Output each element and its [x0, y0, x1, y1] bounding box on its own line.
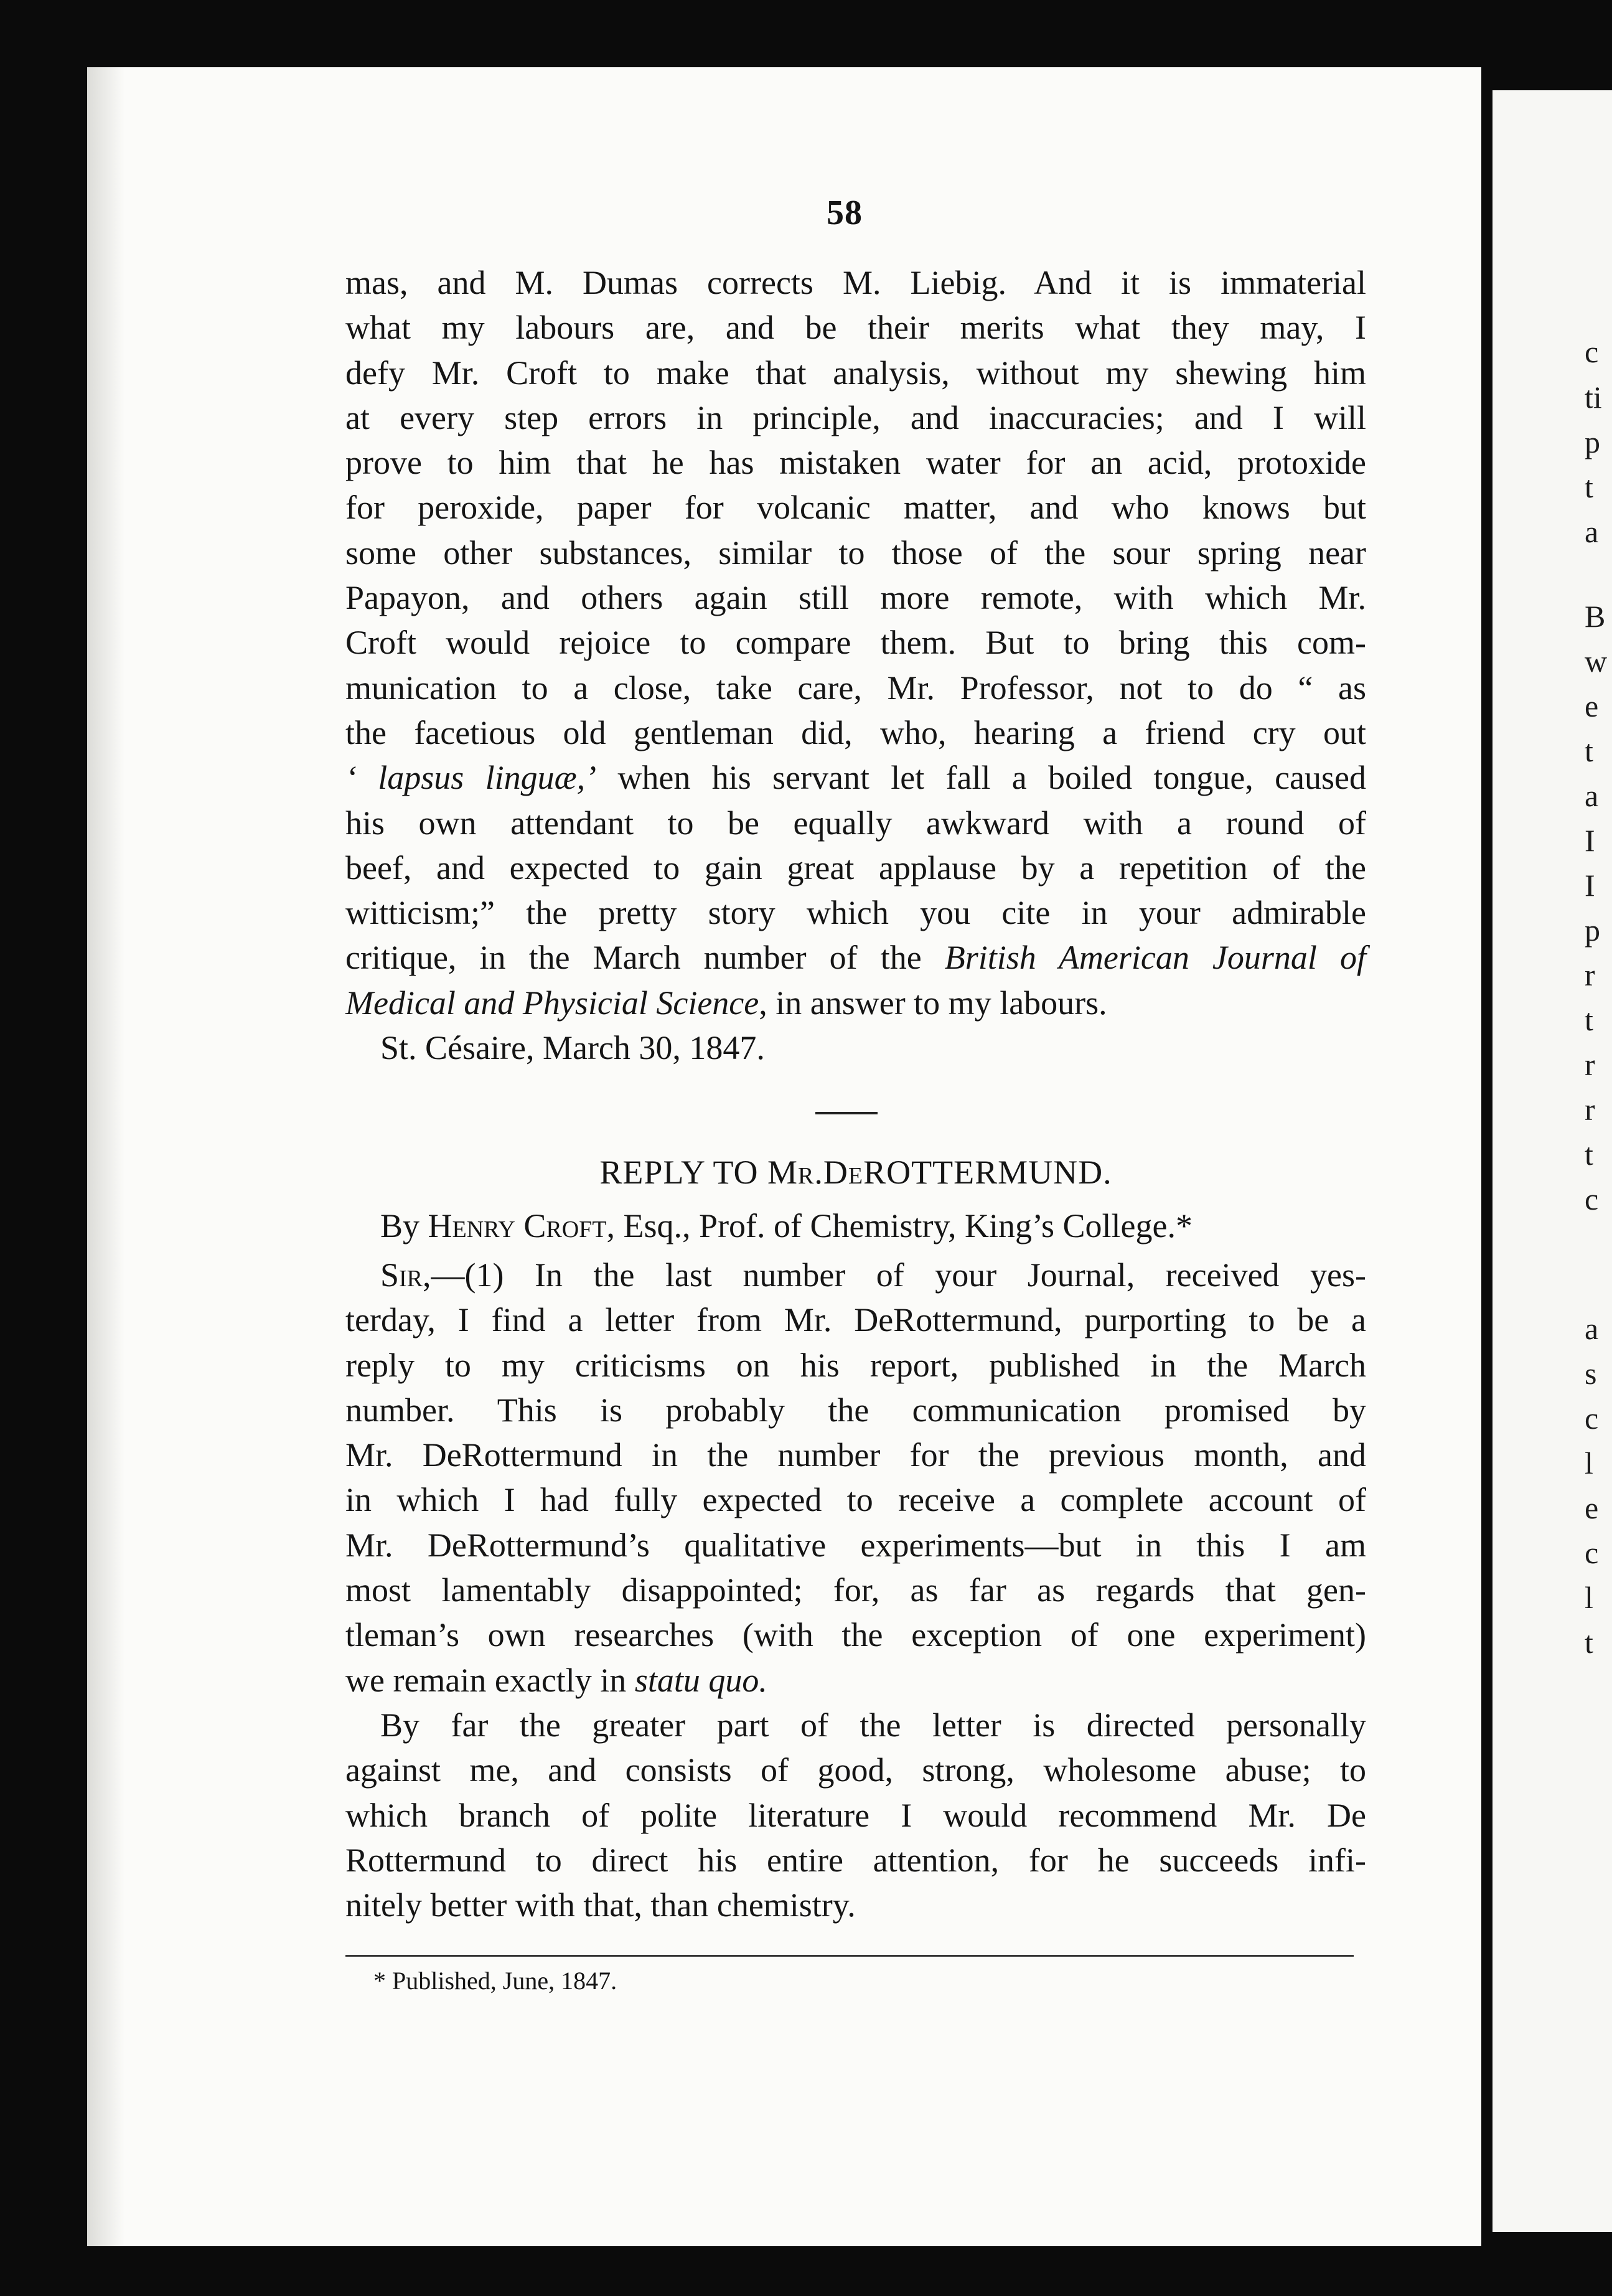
text-fragment: we remain exactly in: [345, 1661, 627, 1699]
next-page-fragment: a: [1585, 778, 1599, 813]
text-line: in which I had fully expected to receive a complete account of: [345, 1481, 1366, 1519]
footnote-rule: [345, 1955, 1354, 1957]
next-page-fragment: t: [1585, 469, 1593, 504]
next-page-fragment: r: [1585, 1092, 1595, 1127]
text-line: beef, and expected to gain great applause by a repetition of the: [345, 849, 1366, 887]
reply-section: [345, 1146, 1366, 1927]
text-fragment: when his servant let fall a boiled tongue, caused: [617, 759, 1367, 797]
text-fragment: critique, in the March number of the: [345, 939, 922, 977]
text-line-with-latin: [345, 755, 1366, 800]
text-line: Rottermund to direct his entire attention, for he succeeds infi-: [345, 1841, 1366, 1879]
page-number: 58: [827, 194, 863, 232]
next-page-fragment: c: [1585, 334, 1599, 369]
text-line: number. This is probably the communication promised by: [345, 1391, 1366, 1429]
journal-title-part2: Medical and Physicial Science: [345, 984, 759, 1022]
next-page-fragment: t: [1585, 1625, 1593, 1660]
next-page-fragment: s: [1585, 1356, 1597, 1391]
text-fragment: , in answer to my labours.: [759, 984, 1107, 1022]
text-line: reply to my criticisms on his report, published in the March: [345, 1346, 1366, 1384]
byline: [345, 1199, 1366, 1253]
next-page-fragment: t: [1585, 733, 1593, 768]
text-line: Mr. DeRottermund’s qualitative experiments—but in this I am: [345, 1526, 1366, 1564]
text-line: Croft would rejoice to compare them. But to bring this com-: [345, 624, 1366, 662]
next-page-fragment: p: [1585, 913, 1600, 948]
next-page-fragment: e: [1585, 1490, 1599, 1525]
text-line: terday, I find a letter from Mr. DeRottermund, purporting to be a: [345, 1301, 1366, 1339]
text-fragment: (1) In the last number of your Journal, received yes-: [464, 1256, 1366, 1294]
text-line-with-journal: [345, 935, 1366, 980]
text-line-with-journal: [345, 981, 1366, 1025]
latin-phrase: statu quo.: [634, 1661, 767, 1699]
text-line: By far the greater part of the letter is directed personally: [380, 1706, 1366, 1744]
next-page-fragment: l: [1585, 1446, 1593, 1480]
next-page-fragment: I: [1585, 823, 1595, 858]
heading-mr: Mr.: [767, 1154, 823, 1191]
text-line: munication to a close, take care, Mr. Professor, not to do “ as: [345, 669, 1366, 707]
text-line: prove to him that he has mistaken water for an acid, protoxide: [345, 444, 1366, 482]
latin-phrase: ‘ lapsus linguæ,’: [345, 759, 597, 797]
section-heading: [345, 1146, 1366, 1199]
next-page-fragment: l: [1585, 1580, 1593, 1615]
text-line: Papayon, and others again still more remote, with which Mr.: [345, 579, 1366, 617]
text-line: Mr. DeRottermund in the number for the previous month, and: [345, 1436, 1366, 1474]
salutation: Sir,—: [380, 1256, 465, 1294]
text-line: nitely better with that, than chemistry.: [345, 1886, 856, 1924]
continued-letter: [345, 260, 1366, 1080]
text-line: witticism;” the pretty story which you cite in your admirable: [345, 894, 1366, 932]
text-line: some other substances, similar to those of the sour spring near: [345, 534, 1366, 572]
text-line: at every step errors in principle, and inaccuracies; and I will: [345, 398, 1366, 436]
byline-rest: , Esq., Prof. of Chemistry, King’s College.*: [606, 1207, 1193, 1244]
text-line-with-salutation: [345, 1253, 1366, 1297]
next-page-fragment: t: [1585, 1137, 1593, 1172]
text-line: what my labours are, and be their merits what they may, I: [345, 309, 1366, 347]
next-page-fragment: a: [1585, 1311, 1599, 1346]
text-line: against me, and consists of good, strong, wholesome abuse; to: [345, 1751, 1366, 1789]
next-page-fragment: t: [1585, 1002, 1593, 1037]
heading-name-prefix: De: [823, 1154, 864, 1191]
next-page-edge: [1493, 90, 1612, 2232]
text-line: defy Mr. Croft to make that analysis, without my shewing him: [345, 354, 1366, 392]
next-page-fragment: I: [1585, 868, 1595, 903]
text-line: most lamentably disappointed; for, as far as regards that gen-: [345, 1571, 1366, 1609]
next-page-fragment: r: [1585, 1047, 1595, 1082]
text-line: for peroxide, paper for volcanic matter, and who knows but: [345, 489, 1366, 527]
next-page-fragment: r: [1585, 957, 1595, 992]
text-line: mas, and M. Dumas corrects M. Liebig. And it is immaterial: [345, 264, 1366, 301]
text-line: tleman’s own researches (with the exception of one experiment): [345, 1616, 1366, 1654]
heading-reply-to: REPLY TO: [599, 1154, 759, 1191]
text-line: his own attendant to be equally awkward with a round of: [345, 804, 1366, 842]
next-page-fragment: c: [1585, 1535, 1599, 1570]
next-page-fragment: c: [1585, 1182, 1599, 1216]
byline-author: Henry Croft: [428, 1207, 607, 1244]
journal-title-part1: British American Journal of: [944, 939, 1366, 977]
byline-by: By: [380, 1207, 420, 1244]
next-page-fragment: a: [1585, 514, 1599, 549]
next-page-fragment: e: [1585, 689, 1599, 723]
dateline: St. Césaire, March 30, 1847.: [380, 1029, 765, 1067]
next-page-fragment: c: [1585, 1401, 1599, 1436]
next-page-fragment: B: [1585, 599, 1606, 634]
next-page-fragment: w: [1585, 644, 1608, 679]
heading-name-rest: ROTTERMUND.: [863, 1154, 1112, 1191]
next-page-fragment: p: [1585, 425, 1600, 459]
text-line: which branch of polite literature I would recommend Mr. De: [345, 1796, 1366, 1834]
footnote: * Published, June, 1847.: [373, 1967, 617, 1995]
next-page-fragment: ti: [1585, 380, 1602, 415]
section-divider: [815, 1112, 878, 1114]
text-line-with-latin: [345, 1658, 1366, 1703]
text-line: the facetious old gentleman did, who, hearing a friend cry out: [345, 713, 1366, 751]
